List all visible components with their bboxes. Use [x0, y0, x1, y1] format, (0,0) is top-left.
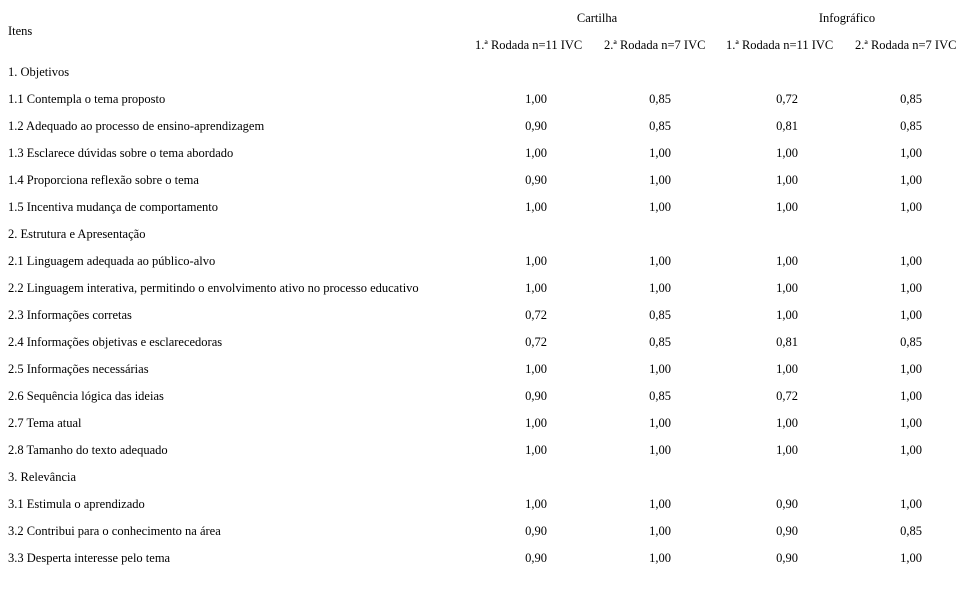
item-label: 2.2 Linguagem interativa, permitindo o envolvimento ativo no processo educativo: [8, 281, 419, 295]
section-row: [0, 63, 977, 81]
infografico-round1-ivc: 1,00: [776, 443, 798, 457]
infografico-round2-ivc: 1,00: [900, 146, 922, 160]
section-label: 1. Objetivos: [8, 65, 70, 79]
item-label: 2.3 Informações corretas: [8, 308, 132, 322]
infografico-round2-ivc: 0,85: [900, 92, 922, 106]
infografico-round1-ivc: 1,00: [776, 362, 798, 376]
item-label: 1.2 Adequado ao processo de ensino-aprendizagem: [8, 119, 265, 133]
cartilha-round1-ivc: 0,72: [525, 308, 547, 322]
infografico-round2-ivc: 1,00: [900, 443, 922, 457]
infografico-round2-ivc: 0,85: [900, 119, 922, 133]
table-row: [0, 441, 977, 459]
item-label: 1.3 Esclarece dúvidas sobre o tema abordado: [8, 146, 234, 160]
cartilha-round1-ivc: 0,90: [525, 173, 547, 187]
table-row: [0, 360, 977, 378]
infografico-round1-ivc: 1,00: [776, 254, 798, 268]
subheader-cartilha-round1: 1.ª Rodada n=11 IVC: [475, 38, 583, 52]
table-row: [0, 522, 977, 540]
cartilha-round1-ivc: 1,00: [525, 254, 547, 268]
item-label: 3.1 Estimula o aprendizado: [8, 497, 145, 511]
infografico-round1-ivc: 1,00: [776, 416, 798, 430]
cartilha-round2-ivc: 1,00: [649, 524, 671, 538]
item-label: 2.7 Tema atual: [8, 416, 82, 430]
cartilha-round2-ivc: 1,00: [649, 281, 671, 295]
cartilha-round1-ivc: 1,00: [525, 497, 547, 511]
cartilha-round1-ivc: 1,00: [525, 146, 547, 160]
cartilha-round1-ivc: 1,00: [525, 281, 547, 295]
infografico-round2-ivc: 1,00: [900, 362, 922, 376]
cartilha-round2-ivc: 1,00: [649, 551, 671, 565]
infografico-round2-ivc: 1,00: [900, 200, 922, 214]
infografico-round1-ivc: 1,00: [776, 200, 798, 214]
infografico-round2-ivc: 1,00: [900, 389, 922, 403]
item-label: 2.4 Informações objetivas e esclarecedoras: [8, 335, 223, 349]
section-row: [0, 468, 977, 486]
item-label: 2.5 Informações necessárias: [8, 362, 149, 376]
infografico-round1-ivc: 1,00: [776, 173, 798, 187]
cartilha-round1-ivc: 1,00: [525, 362, 547, 376]
cartilha-round1-ivc: 0,90: [525, 524, 547, 538]
subheader-cartilha-round2: 2.ª Rodada n=7 IVC: [604, 38, 706, 52]
infografico-round1-ivc: 0,72: [776, 92, 798, 106]
infografico-round2-ivc: 1,00: [900, 281, 922, 295]
cartilha-round2-ivc: 1,00: [649, 362, 671, 376]
item-label: 2.8 Tamanho do texto adequado: [8, 443, 168, 457]
subheader-infografico-round2: 2.ª Rodada n=7 IVC: [855, 38, 957, 52]
item-label: 2.6 Sequência lógica das ideias: [8, 389, 164, 403]
section-label: 2. Estrutura e Apresentação: [8, 227, 146, 241]
cartilha-round2-ivc: 1,00: [649, 443, 671, 457]
table-row: [0, 171, 977, 189]
infografico-round2-ivc: 1,00: [900, 308, 922, 322]
infografico-round1-ivc: 0,90: [776, 497, 798, 511]
infografico-round1-ivc: 0,81: [776, 335, 798, 349]
cartilha-round1-ivc: 1,00: [525, 200, 547, 214]
item-label: 1.4 Proporciona reflexão sobre o tema: [8, 173, 199, 187]
table-row: [0, 495, 977, 513]
table-row: [0, 90, 977, 108]
item-label: 1.5 Incentiva mudança de comportamento: [8, 200, 218, 214]
cartilha-round2-ivc: 1,00: [649, 497, 671, 511]
infografico-round1-ivc: 1,00: [776, 281, 798, 295]
infografico-round2-ivc: 1,00: [900, 254, 922, 268]
infografico-round1-ivc: 1,00: [776, 308, 798, 322]
infografico-round2-ivc: 0,85: [900, 335, 922, 349]
table-row: [0, 279, 977, 297]
infografico-round1-ivc: 0,90: [776, 551, 798, 565]
cartilha-round2-ivc: 1,00: [649, 173, 671, 187]
items-column-header: Itens: [8, 24, 33, 38]
infografico-round1-ivc: 1,00: [776, 146, 798, 160]
infografico-round1-ivc: 0,72: [776, 389, 798, 403]
table-row: [0, 333, 977, 351]
cartilha-round1-ivc: 0,90: [525, 389, 547, 403]
infografico-round2-ivc: 1,00: [900, 497, 922, 511]
table-row: [0, 414, 977, 432]
group-header-cartilha: Cartilha: [576, 11, 618, 25]
subheader-infografico-round1: 1.ª Rodada n=11 IVC: [726, 38, 834, 52]
cartilha-round2-ivc: 0,85: [649, 389, 671, 403]
table-row: [0, 198, 977, 216]
cartilha-round1-ivc: 0,72: [525, 335, 547, 349]
section-row: [0, 225, 977, 243]
table-row: [0, 117, 977, 135]
infografico-round2-ivc: 0,85: [900, 524, 922, 538]
item-label: 1.1 Contempla o tema proposto: [8, 92, 166, 106]
cartilha-round2-ivc: 1,00: [649, 146, 671, 160]
table-row: [0, 252, 977, 270]
cartilha-round2-ivc: 1,00: [649, 254, 671, 268]
infografico-round2-ivc: 1,00: [900, 551, 922, 565]
item-label: 3.3 Desperta interesse pelo tema: [8, 551, 171, 565]
cartilha-round1-ivc: 1,00: [525, 443, 547, 457]
cartilha-round1-ivc: 1,00: [525, 416, 547, 430]
infografico-round2-ivc: 1,00: [900, 416, 922, 430]
item-label: 2.1 Linguagem adequada ao público-alvo: [8, 254, 216, 268]
table-row: [0, 306, 977, 324]
cartilha-round2-ivc: 0,85: [649, 335, 671, 349]
cartilha-round2-ivc: 1,00: [649, 416, 671, 430]
group-header-infografico: Infográfico: [818, 11, 876, 25]
cartilha-round2-ivc: 0,85: [649, 92, 671, 106]
section-label: 3. Relevância: [8, 470, 77, 484]
header-sub-row: [0, 36, 977, 54]
item-label: 3.2 Contribui para o conhecimento na área: [8, 524, 221, 538]
table-row: [0, 549, 977, 567]
infografico-round2-ivc: 1,00: [900, 173, 922, 187]
cartilha-round2-ivc: 1,00: [649, 200, 671, 214]
cartilha-round2-ivc: 0,85: [649, 119, 671, 133]
cartilha-round1-ivc: 1,00: [525, 92, 547, 106]
table-row: [0, 387, 977, 405]
infografico-round1-ivc: 0,81: [776, 119, 798, 133]
table-row: [0, 144, 977, 162]
infografico-round1-ivc: 0,90: [776, 524, 798, 538]
cartilha-round2-ivc: 0,85: [649, 308, 671, 322]
cartilha-round1-ivc: 0,90: [525, 551, 547, 565]
cartilha-round1-ivc: 0,90: [525, 119, 547, 133]
